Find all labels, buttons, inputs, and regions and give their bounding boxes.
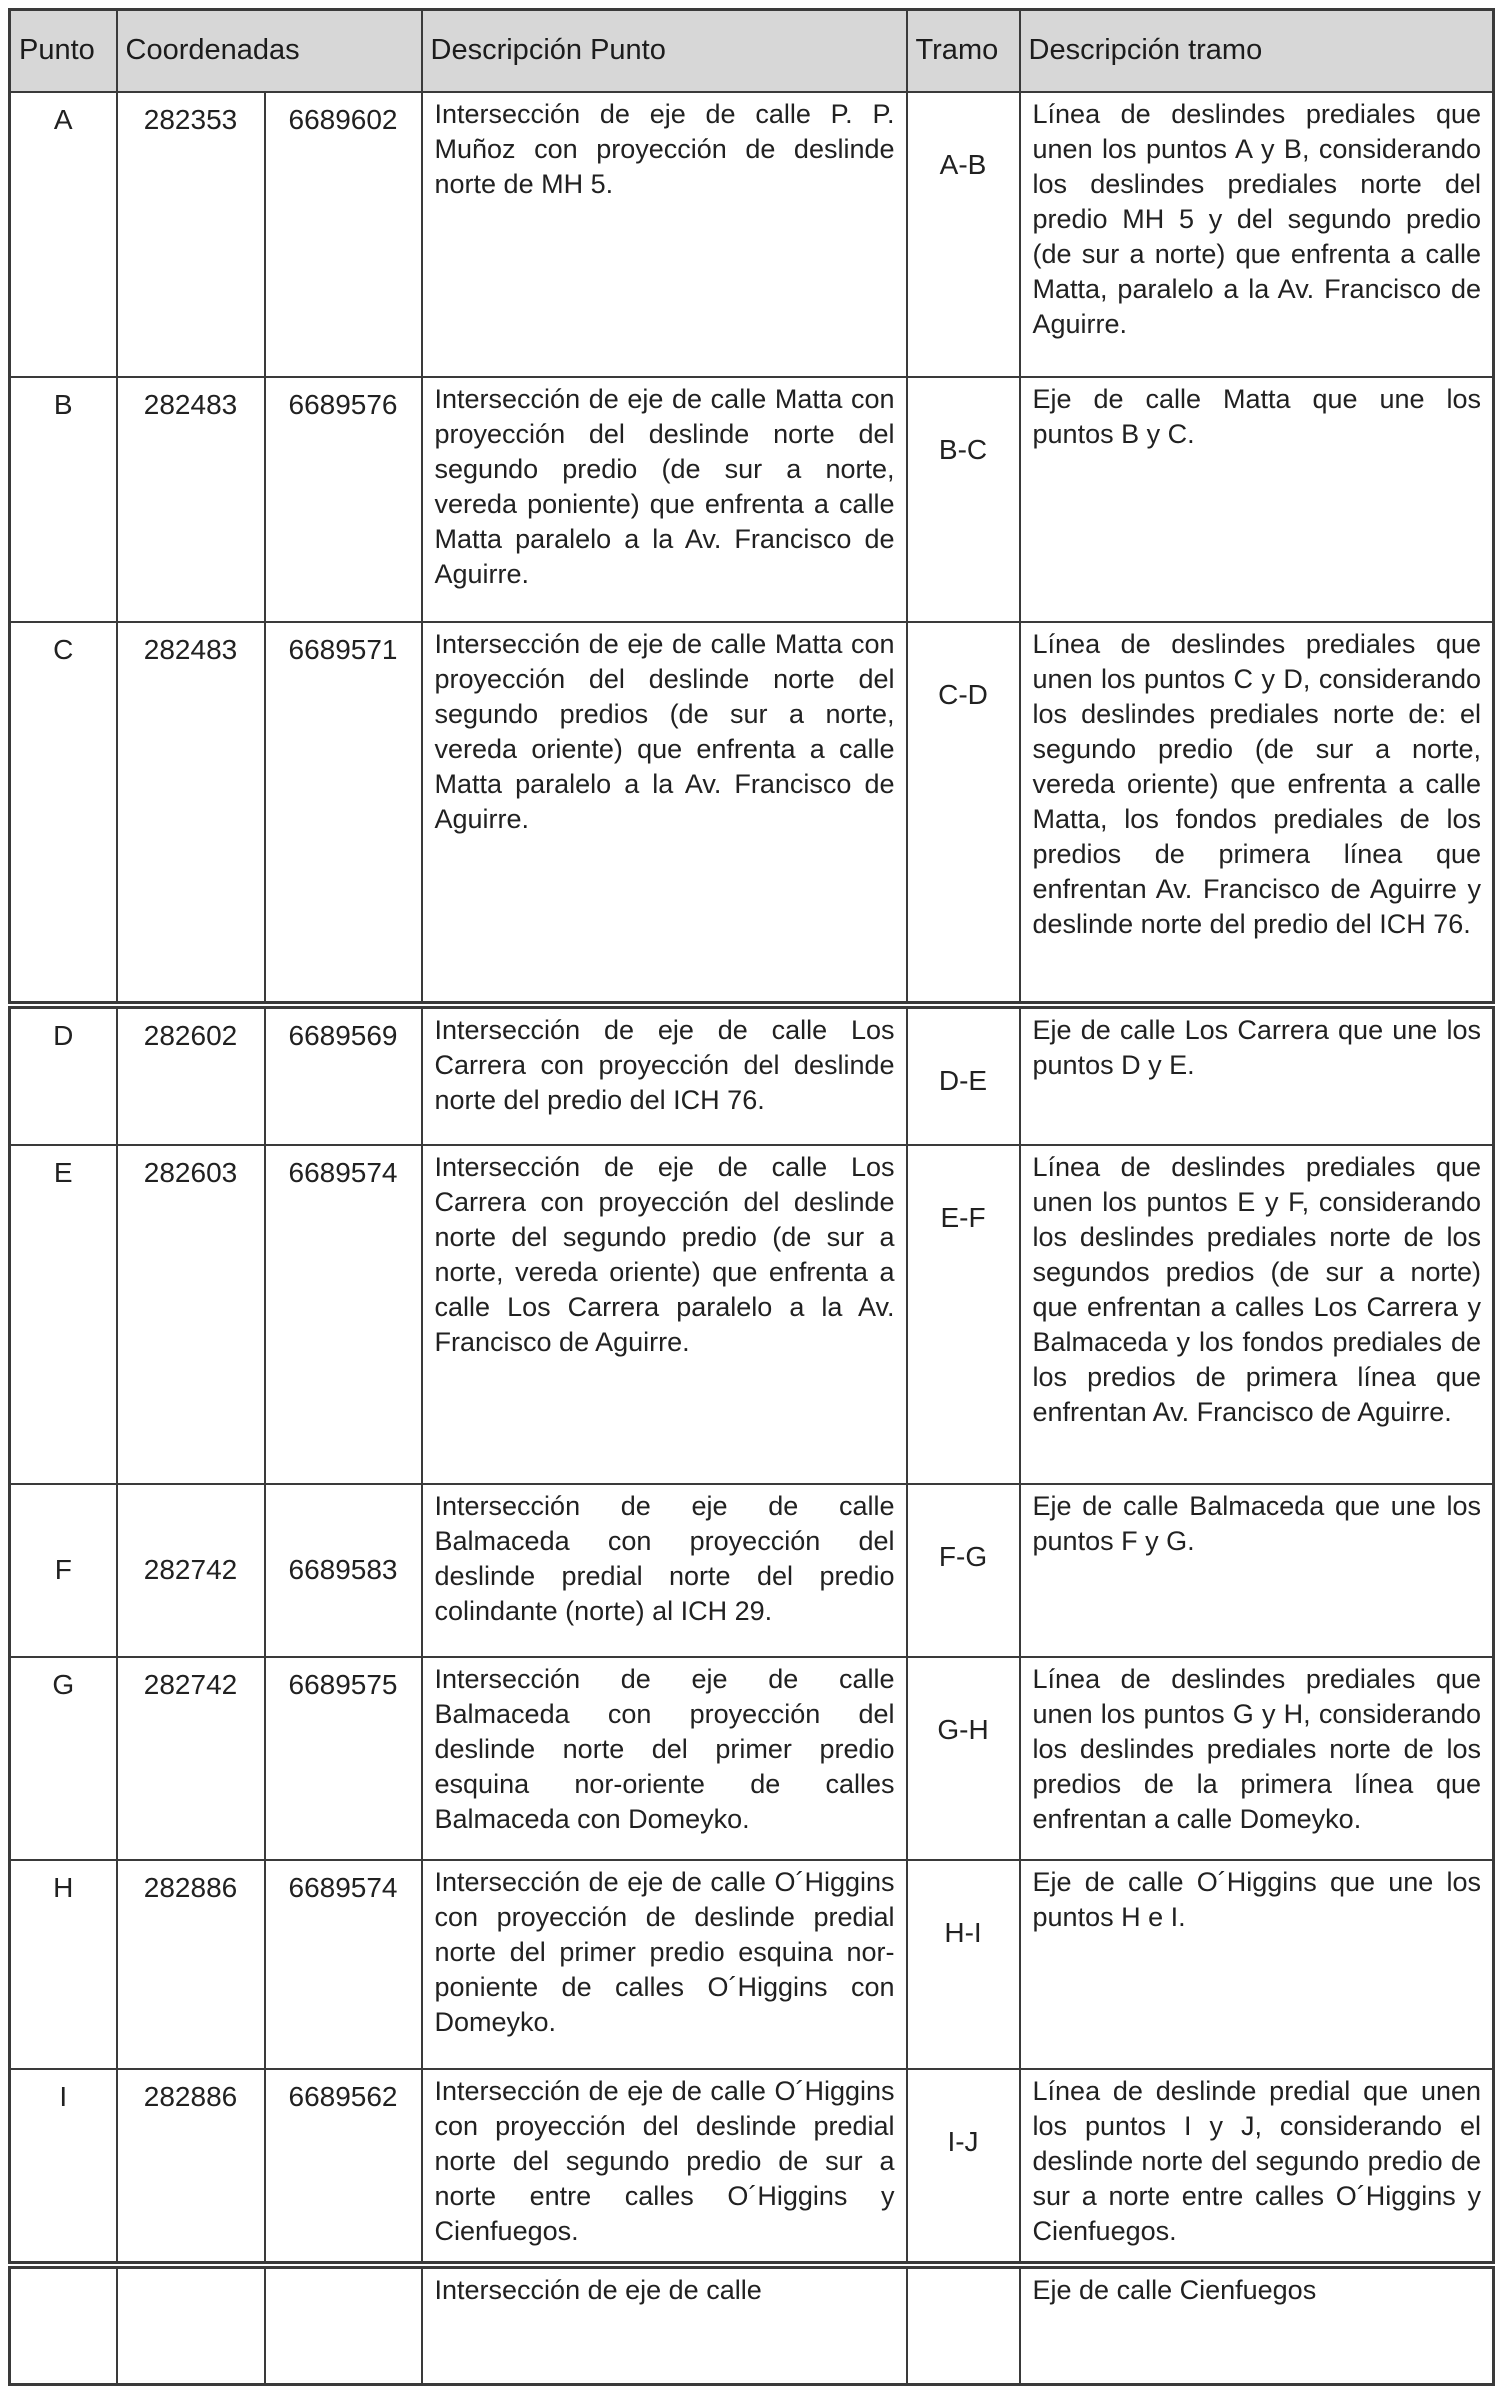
cell-punto: B: [10, 377, 117, 622]
cell-coord-este: 282886: [117, 1860, 265, 2069]
cell-punto: A: [10, 92, 117, 377]
cell-punto: [10, 2265, 117, 2385]
cell-coord-este: 282886: [117, 2069, 265, 2265]
cell-descripcion-tramo: Eje de calle Matta que une los puntos B y C.: [1020, 377, 1494, 622]
cell-descripcion-tramo: Eje de calle Balmaceda que une los puntos F y G.: [1020, 1484, 1494, 1657]
cell-coord-este: 282353: [117, 92, 265, 377]
cell-coord-este: [117, 2265, 265, 2385]
cell-coord-este: 282603: [117, 1145, 265, 1484]
cell-descripcion-punto: Intersección de eje de calle: [422, 2265, 907, 2385]
cell-coord-norte: 6689569: [265, 1005, 422, 1145]
cell-coord-norte: 6689571: [265, 622, 422, 1005]
cell-descripcion-tramo: Eje de calle Los Carrera que une los puntos D y E.: [1020, 1005, 1494, 1145]
cell-tramo: C-D: [907, 622, 1020, 1005]
cell-coord-norte: 6689583: [265, 1484, 422, 1657]
cell-coord-este: 282602: [117, 1005, 265, 1145]
cell-tramo: D-E: [907, 1005, 1020, 1145]
table-row-d: [10, 1005, 1494, 1145]
cell-descripcion-punto: Intersección de eje de calle Matta con proyección del deslinde norte del segundo predios (de sur a norte, vereda oriente) que enfrenta a calle Matta paralelo a la Av. Francisco de Aguirre.: [422, 622, 907, 1005]
cell-tramo: E-F: [907, 1145, 1020, 1484]
table-header-row: [10, 10, 1494, 92]
col-header-punto: Punto: [10, 10, 117, 92]
col-header-descripcion-punto: Descripción Punto: [422, 10, 907, 92]
cell-coord-norte: 6689575: [265, 1657, 422, 1860]
table-row-b: [10, 377, 1494, 622]
cell-descripcion-punto: Intersección de eje de calle Los Carrera con proyección del deslinde norte del predio del ICH 76.: [422, 1005, 907, 1145]
col-header-tramo: Tramo: [907, 10, 1020, 92]
cell-coord-este: 282483: [117, 622, 265, 1005]
cell-descripcion-punto: Intersección de eje de calle Balmaceda con proyección del deslinde norte del primer predio esquina nor-oriente de calles Balmaceda con Domeyko.: [422, 1657, 907, 1860]
cell-punto: D: [10, 1005, 117, 1145]
col-header-coordenadas: Coordenadas: [117, 10, 422, 92]
cell-descripcion-tramo: Línea de deslinde predial que unen los puntos I y J, considerando el deslinde norte del segundo predio de sur a norte entre calles O´Higgins y Cienfuegos.: [1020, 2069, 1494, 2265]
cell-punto: H: [10, 1860, 117, 2069]
cell-descripcion-punto: Intersección de eje de calle O´Higgins con proyección del deslinde predial norte del segundo predio de sur a norte entre calles O´Higgins y Cienfuegos.: [422, 2069, 907, 2265]
cell-coord-norte: 6689576: [265, 377, 422, 622]
cell-descripcion-punto: Intersección de eje de calle P. P. Muñoz con proyección de deslinde norte de MH 5.: [422, 92, 907, 377]
table-row-h: [10, 1860, 1494, 2069]
cell-tramo: G-H: [907, 1657, 1020, 1860]
cell-punto: I: [10, 2069, 117, 2265]
table-row-j-partial: [10, 2265, 1494, 2385]
cell-coord-norte: 6689562: [265, 2069, 422, 2265]
cell-descripcion-tramo: Línea de deslindes prediales que unen los puntos C y D, considerando los deslindes prediales norte de: el segundo predio (de sur a norte, vereda oriente) que enfrenta a calle Matta, los fondos prediales de los predios de primera línea que enfrentan Av. Francisco de Aguirre y deslinde norte del predio del ICH 76.: [1020, 622, 1494, 1005]
cell-tramo: [907, 2265, 1020, 2385]
cell-descripcion-tramo: Eje de calle Cienfuegos: [1020, 2265, 1494, 2385]
cell-descripcion-tramo: Línea de deslindes prediales que unen los puntos A y B, considerando los deslindes prediales norte del predio MH 5 y del segundo predio (de sur a norte) que enfrenta a calle Matta, paralelo a la Av. Francisco de Aguirre.: [1020, 92, 1494, 377]
cell-coord-norte: [265, 2265, 422, 2385]
cell-descripcion-punto: Intersección de eje de calle Balmaceda con proyección del deslinde predial norte del predio colindante (norte) al ICH 29.: [422, 1484, 907, 1657]
cell-coord-este: 282742: [117, 1657, 265, 1860]
cell-punto: C: [10, 622, 117, 1005]
cell-coord-este: 282742: [117, 1484, 265, 1657]
cell-descripcion-punto: Intersección de eje de calle Matta con proyección del deslinde norte del segundo predio (de sur a norte, vereda poniente) que enfrenta a calle Matta paralelo a la Av. Francisco de Aguirre.: [422, 377, 907, 622]
cell-descripcion-tramo: Línea de deslindes prediales que unen los puntos G y H, considerando los deslindes prediales norte de los predios de la primera línea que enfrentan a calle Domeyko.: [1020, 1657, 1494, 1860]
cell-coord-norte: 6689574: [265, 1860, 422, 2069]
cell-descripcion-tramo: Eje de calle O´Higgins que une los puntos H e I.: [1020, 1860, 1494, 2069]
cell-coord-norte: 6689574: [265, 1145, 422, 1484]
cell-tramo: I-J: [907, 2069, 1020, 2265]
cell-tramo: F-G: [907, 1484, 1020, 1657]
cell-descripcion-punto: Intersección de eje de calle O´Higgins con proyección de deslinde predial norte del primer predio esquina nor-poniente de calles O´Higgins con Domeyko.: [422, 1860, 907, 2069]
cell-coord-norte: 6689602: [265, 92, 422, 377]
cell-punto: F: [10, 1484, 117, 1657]
table-row-c: [10, 622, 1494, 1005]
cell-punto: E: [10, 1145, 117, 1484]
table-row-a: [10, 92, 1494, 377]
cell-descripcion-tramo: Línea de deslindes prediales que unen los puntos E y F, considerando los deslindes prediales norte de los segundos predios (de sur a norte) que enfrentan a calles Los Carrera y Balmaceda y los fondos prediales de los predios de primera línea que enfrentan Av. Francisco de Aguirre.: [1020, 1145, 1494, 1484]
cell-descripcion-punto: Intersección de eje de calle Los Carrera con proyección del deslinde norte del segundo predio (de sur a norte, vereda oriente) que enfrenta a calle Los Carrera paralelo a la Av. Francisco de Aguirre.: [422, 1145, 907, 1484]
cell-tramo: H-I: [907, 1860, 1020, 2069]
cell-punto: G: [10, 1657, 117, 1860]
table-row-e: [10, 1145, 1494, 1484]
table-row-g: [10, 1657, 1494, 1860]
boundary-points-table: [8, 8, 1495, 2386]
table-row-i: [10, 2069, 1494, 2265]
col-header-descripcion-tramo: Descripción tramo: [1020, 10, 1494, 92]
cell-tramo: A-B: [907, 92, 1020, 377]
cell-tramo: B-C: [907, 377, 1020, 622]
table-row-f: [10, 1484, 1494, 1657]
cell-coord-este: 282483: [117, 377, 265, 622]
